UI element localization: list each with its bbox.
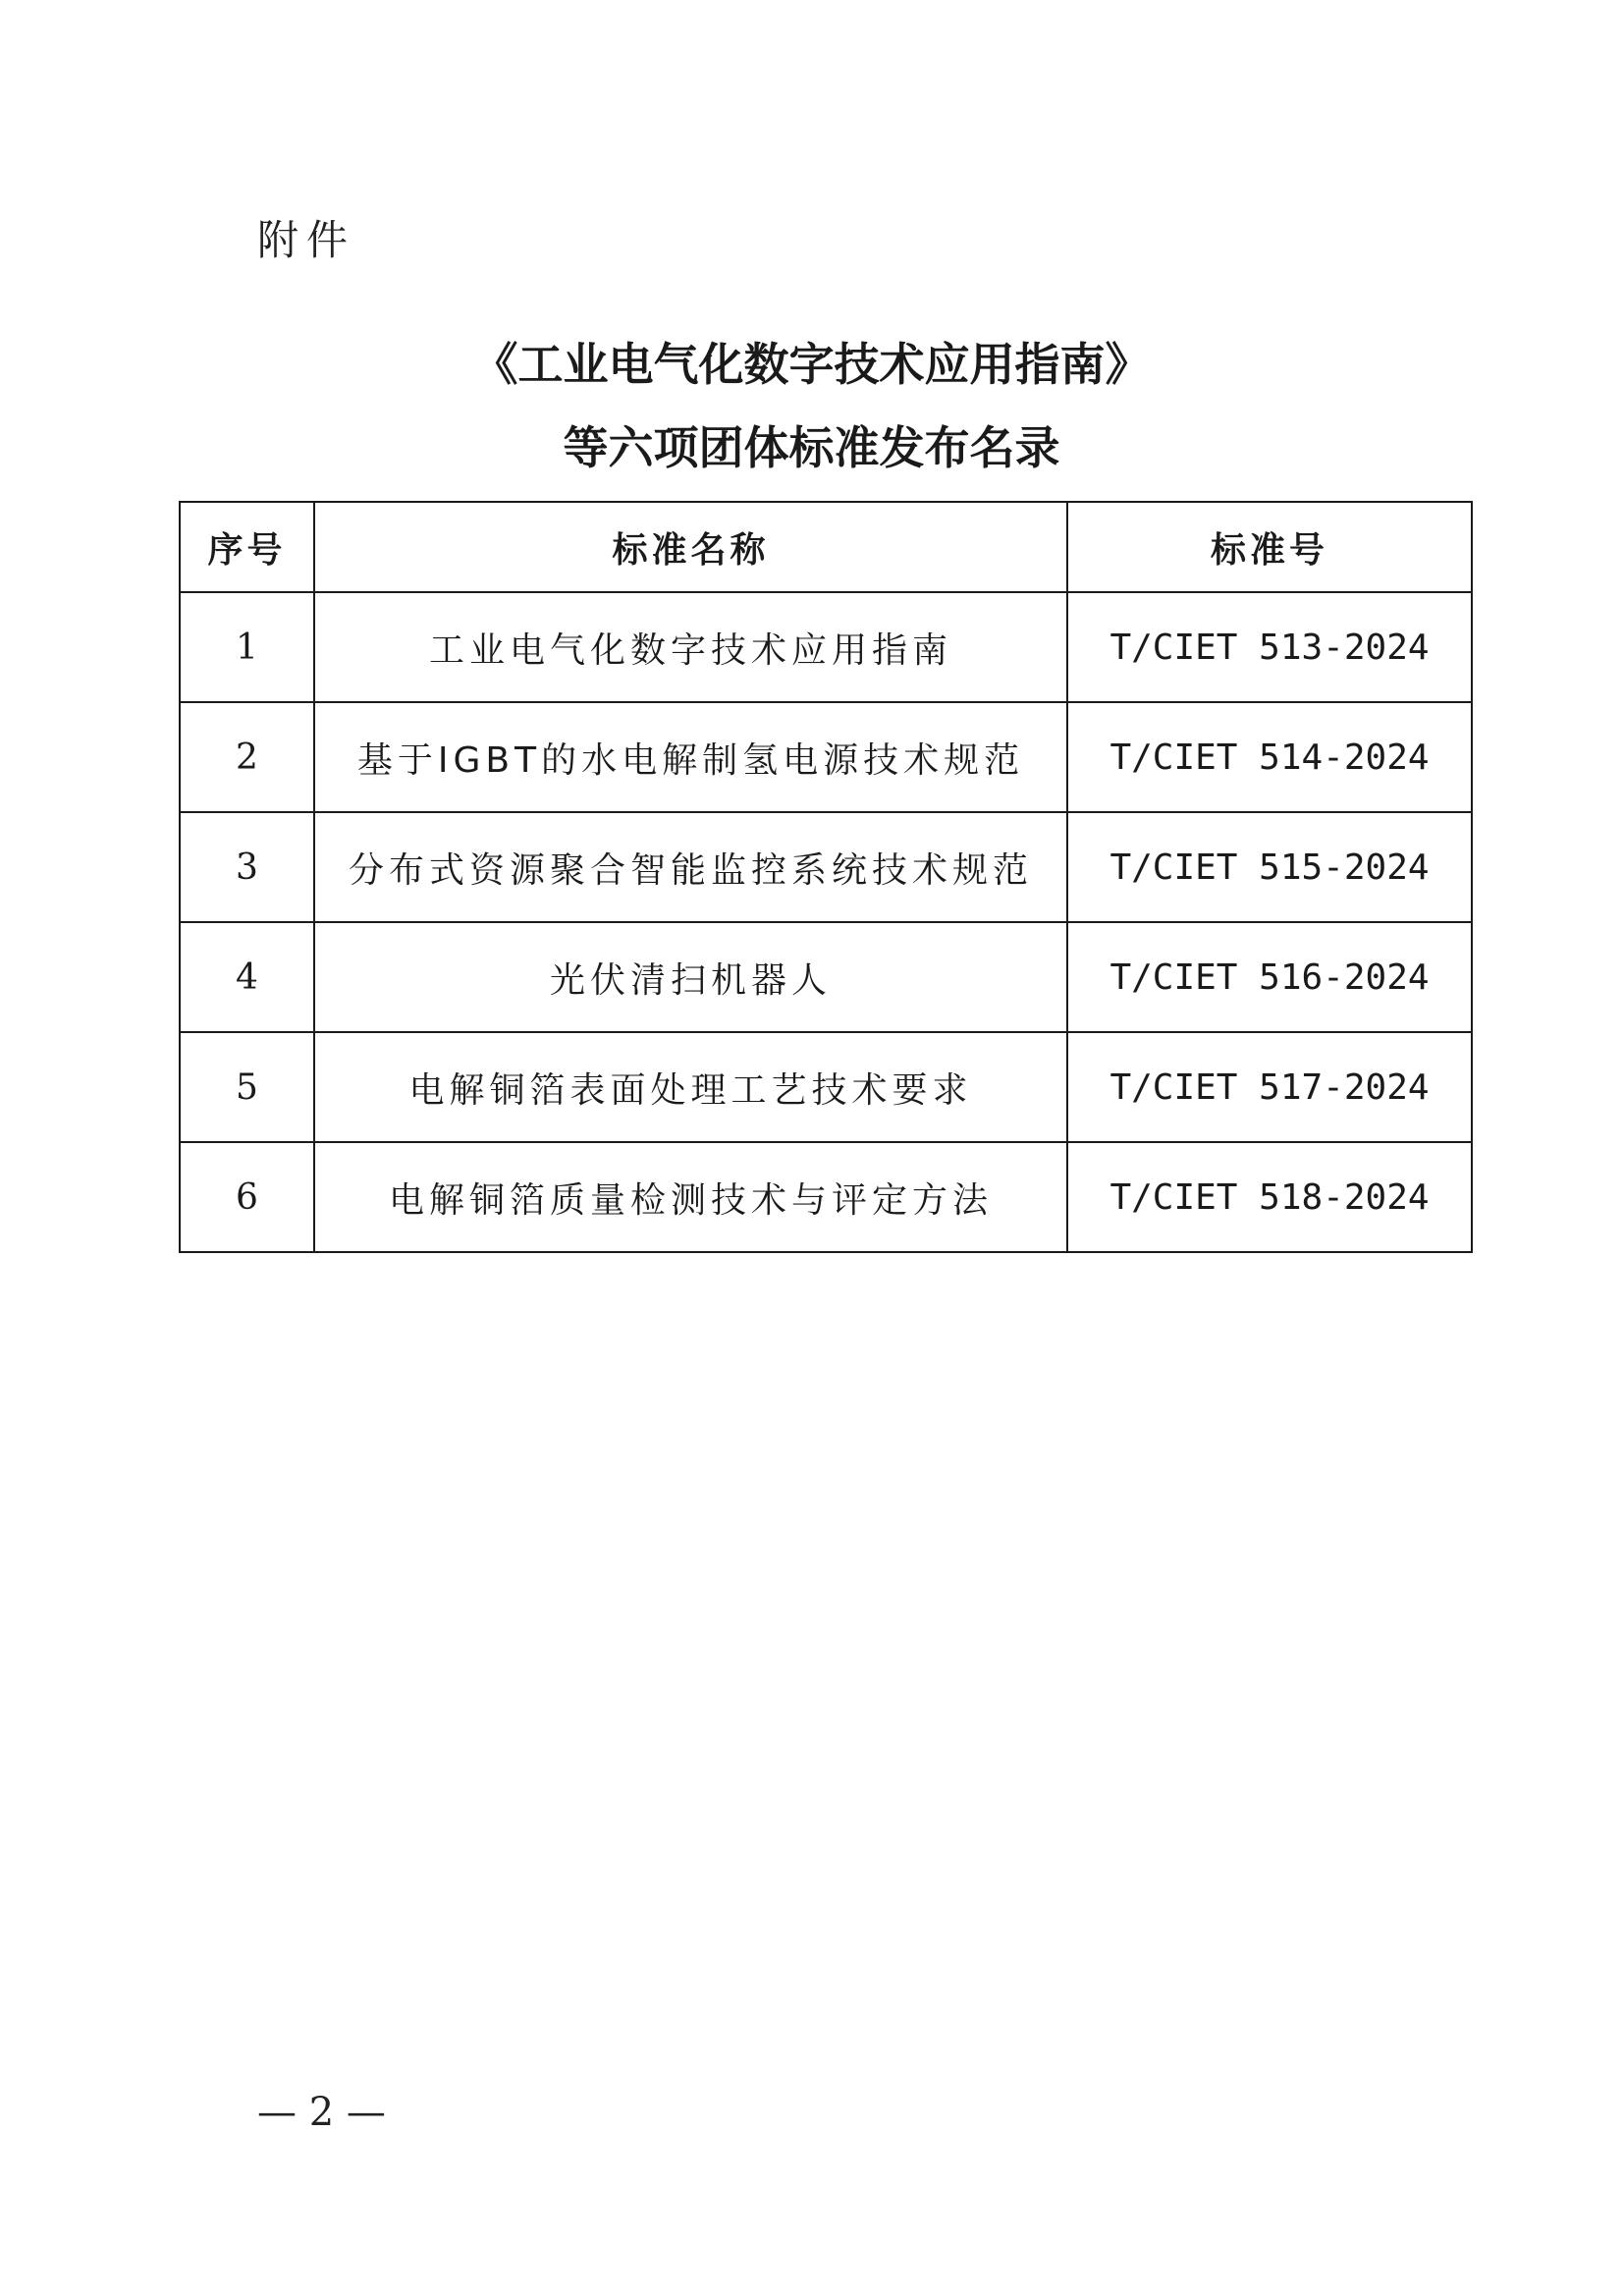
- row-standard-name: 电解铜箔质量检测技术与评定方法: [314, 1142, 1067, 1252]
- document-title-line-2: 等六项团体标准发布名录: [563, 421, 1060, 474]
- table-header-row: [180, 502, 1472, 592]
- row-standard-code: T/CIET 517-2024: [1067, 1032, 1472, 1142]
- attachment-label: 附件: [257, 216, 356, 264]
- row-serial-number: 1: [180, 592, 314, 702]
- header-standard-name: 标准名称: [314, 502, 1067, 592]
- row-serial-number: 6: [180, 1142, 314, 1252]
- table-row: [180, 1032, 1472, 1142]
- row-standard-code: T/CIET 518-2024: [1067, 1142, 1472, 1252]
- row-standard-code: T/CIET 514-2024: [1067, 702, 1472, 812]
- table-row: [180, 922, 1472, 1032]
- header-standard-code: 标准号: [1067, 502, 1472, 592]
- row-standard-name: 电解铜箔表面处理工艺技术要求: [314, 1032, 1067, 1142]
- row-standard-name: 工业电气化数字技术应用指南: [314, 592, 1067, 702]
- row-standard-name: 基于IGBT的水电解制氢电源技术规范: [314, 702, 1067, 812]
- table-row: [180, 592, 1472, 702]
- table-row: [180, 1142, 1472, 1252]
- row-standard-name: 光伏清扫机器人: [314, 922, 1067, 1032]
- row-standard-code: T/CIET 516-2024: [1067, 922, 1472, 1032]
- row-serial-number: 3: [180, 812, 314, 922]
- row-serial-number: 2: [180, 702, 314, 812]
- header-serial-number: 序号: [180, 502, 314, 592]
- standards-table: [179, 501, 1473, 1253]
- row-standard-name: 分布式资源聚合智能监控系统技术规范: [314, 812, 1067, 922]
- row-serial-number: 5: [180, 1032, 314, 1142]
- document-title-line-1: 《工业电气化数字技术应用指南》: [472, 338, 1151, 391]
- page-number: — 2 —: [257, 2090, 386, 2135]
- row-standard-code: T/CIET 515-2024: [1067, 812, 1472, 922]
- row-serial-number: 4: [180, 922, 314, 1032]
- table-row: [180, 702, 1472, 812]
- table-row: [180, 812, 1472, 922]
- row-standard-code: T/CIET 513-2024: [1067, 592, 1472, 702]
